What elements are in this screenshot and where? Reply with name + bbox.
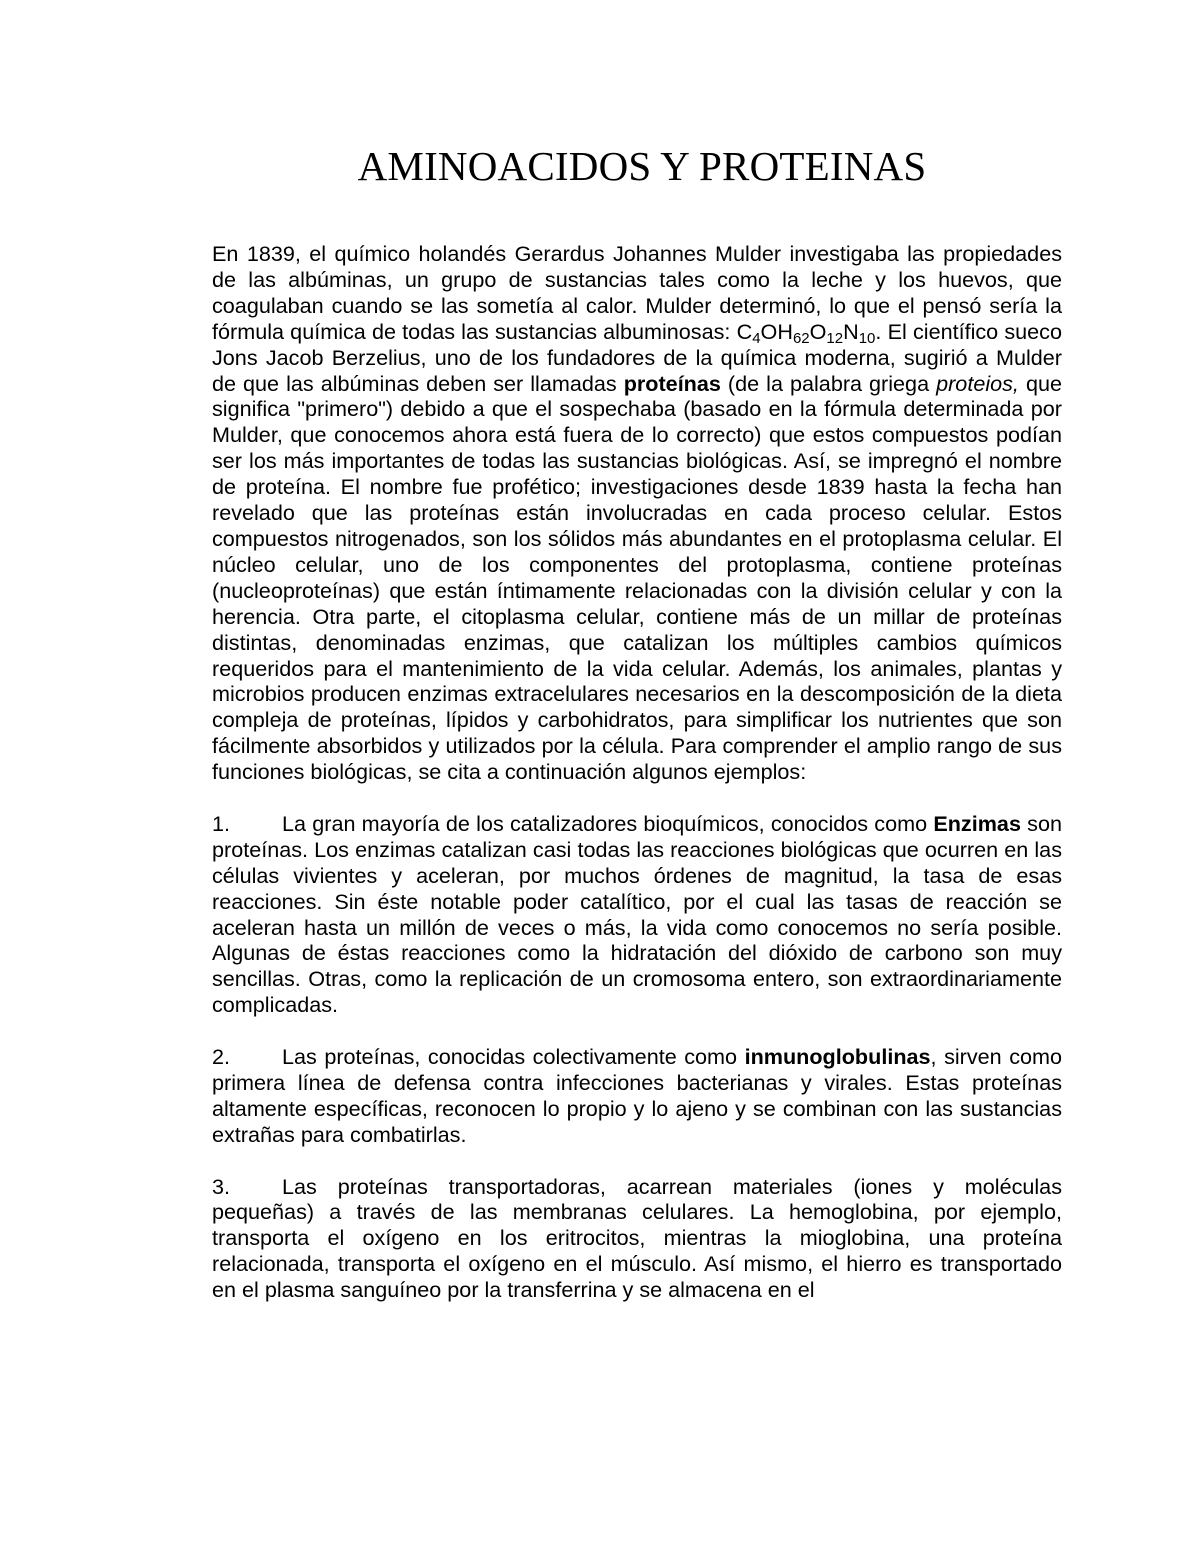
formula-n: N (843, 318, 859, 344)
formula-o-sub: 12 (826, 329, 844, 347)
list-item-2 (212, 1044, 1062, 1148)
list-item-1-number: 1. (212, 810, 231, 836)
list-item-3-number: 3. (212, 1173, 231, 1199)
intro-text-3: (de la palabra griega (720, 370, 937, 396)
intro-text-4: que significa "primero") debido a que el sospechaba (basado en la fórmula determinada por Mulder, que conocemos ahora está fuera de lo correcto) que estos compuestos podían ser los más importantes de todas las sustancias biológicas. Así, se impregnó el nombre de proteína. El nombre fue profético; investigaciones desde 1839 hasta la fecha han revelado que las proteínas están involucradas en cada proceso celular. Estos compuestos nitrogenados, son los sólidos más abundantes en el protoplasma celular. El núcleo celular, uno de los componentes del protoplasma, contiene proteínas (nucleoproteínas) que están íntimamente relacionadas con la división celular y con la herencia. Otra parte, el citoplasma celular, contiene más de un millar de proteínas distintas, denominadas enzimas, que catalizan los múltiples cambios químicos requeridos para el mantenimiento de la vida celular. Además, los animales, plantas y microbios producen enzimas extracelulares necesarios en la descomposición de la dieta compleja de proteínas, lípidos y carbohidratos, para simplificar los nutrientes que son fácilmente absorbidos y utilizados por la célula. Para comprender el amplio rango de sus funciones biológicas, se cita a continuación algunos ejemplos: (212, 370, 1062, 785)
document-body (212, 241, 1062, 1329)
document-title: AMINOACIDOS Y PROTEINAS (357, 143, 927, 189)
proteinas-term: proteínas (623, 370, 721, 396)
list-item-1-text-b: son proteínas. Los enzimas catalizan casi todas las reacciones biológicas que ocurren en las células vivientes y aceleran, por muchos órdenes de magnitud, la tasa de esas reacciones. Sin éste notable poder catalítico, por el cual las tasas de reacción se aceleran hasta un millón de veces o más, la vida como conocemos no sería posible. Algunas de éstas reacciones como la hidratación del dióxido de carbono son muy sencillas. Otras, como la replicación de un cromosoma entero, son extraordinariamente complicadas. (212, 810, 1062, 1018)
intro-text-2: . El científico sueco Jons Jacob Berzelius, uno de los fundadores de la química moderna, sugirió a Mulder de que las albúminas deben ser llamadas (212, 318, 1062, 396)
list-item-2-text-a: Las proteínas, conocidas colectivamente como (282, 1044, 745, 1070)
formula-n-sub: 10 (858, 329, 876, 347)
list-item-1-text-a: La gran mayoría de los catalizadores bioquímicos, conocidos como (282, 810, 934, 836)
intro-text-1: En 1839, el químico holandés Gerardus Johannes Mulder investigaba las propiedades de las albúminas, un grupo de sustancias tales como la leche y los huevos, que coagulaban cuando se las sometía al calor. Mulder determinó, lo que el pensó sería la fórmula química de todas las sustancias albuminosas: (212, 241, 1062, 344)
list-item-2-number: 2. (212, 1044, 231, 1070)
enzimas-term: Enzimas (933, 810, 1021, 836)
list-item-2-text-b: , sirven como primera línea de defensa contra infecciones bacterianas y virales. Estas proteínas altamente específicas, reconocen lo propio y lo ajeno y se combinan con las sustancias extrañas para combatirlas. (212, 1044, 1063, 1147)
list-item-3 (212, 1174, 1062, 1304)
formula-c-sub: 4 (752, 329, 761, 347)
formula-c: C (736, 318, 753, 344)
proteios-term: proteios, (936, 370, 1019, 396)
intro-paragraph (212, 241, 1062, 785)
list-item-3-text-a: Las proteínas transportadoras, acarrean materiales (iones y moléculas pequeñas) a través de las membranas celulares. La hemoglobina, por ejemplo, transporta el oxígeno en los eritrocitos, mientras la mioglobina, una proteína relacionada, transporta el oxígeno en el músculo. Así mismo, el hierro es transportado en el plasma sanguíneo por la transferrina y se almacena en el (212, 1173, 1062, 1303)
list-item-1 (212, 811, 1062, 1018)
inmunoglobulinas-term: inmunoglobulinas (744, 1044, 931, 1070)
chemical-formula (736, 318, 876, 347)
formula-oh-sub: 62 (792, 329, 810, 347)
formula-o: O (809, 318, 827, 344)
formula-oh: OH (760, 318, 793, 344)
